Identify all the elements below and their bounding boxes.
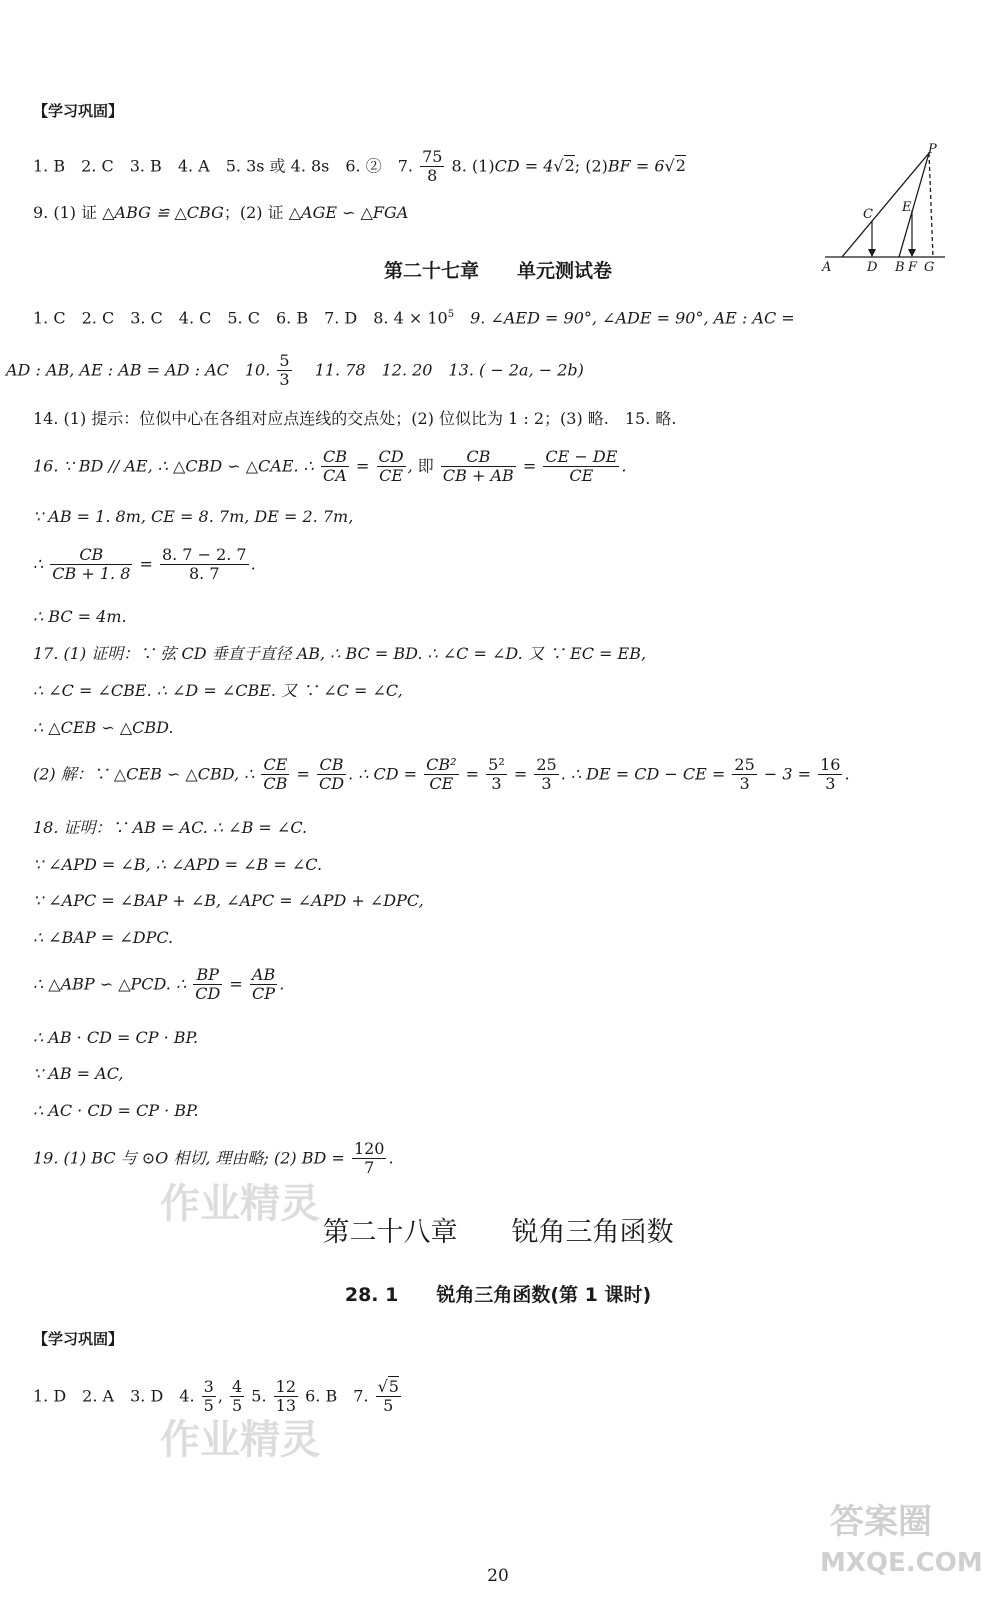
answer-line-1: 1. B 2. C 3. B 4. A 5. 3s 或 4. 8s 6. ② 7. $\frac{75}{8}$ 8. (1)CD = 4√2; (2)BF = 6√2 (33, 147, 686, 186)
chapter-title-27: 第二十七章 单元测试卷 (383, 260, 612, 282)
watermark-1: 作业精灵 (160, 1181, 320, 1227)
ch27-line-4: 16. ∵ BD // AE, ∴ △CBD ∽ △CAE. ∴ $\frac{CB}{CA}$ = $\frac{CD}{CE}$ , 即 $\frac{CB}{CB + AB}$ = $\frac{CE - DE}{CE}$ . (33, 447, 627, 486)
label-f: F (908, 260, 918, 273)
ch27-line-6: ∴ $\frac{CB}{CB + 1. 8}$ = $\frac{8. 7 - 2. 7}{8. 7}$ . (33, 545, 256, 584)
ch27-line-1: 1. C 2. C 3. C 4. C 5. C 6. B 7. D 8. $4 \times 10^5$ 9. ∠AED = 90°, ∠ADE = 90°, AE : AC = (33, 308, 795, 328)
answer-line-2: 9. (1) 证 △ABG ≌ △CBG；(2) 证 △AGE ∽ △FGA (33, 203, 409, 222)
ch27-line-9: ∴ ∠C = ∠CBE. ∴ ∠D = ∠CBE. 又 ∵ ∠C = ∠C, (33, 681, 403, 700)
section-heading: 【学习巩固】 (33, 102, 124, 120)
label-a: A (822, 260, 832, 273)
ch27-line-15: ∴ ∠BAP = ∠DPC. (33, 928, 174, 947)
section-title-28-1: 28. 1 锐角三角函数(第 1 课时) (344, 1284, 652, 1306)
ch27-line-7: ∴ BC = 4m. (33, 607, 127, 626)
ch27-line-5: ∵ AB = 1. 8m, CE = 8. 7m, DE = 2. 7m, (33, 507, 354, 526)
ch27-line-8: 17. (1) 证明：∵ 弦 CD 垂直于直径 AB, ∴ BC = BD. ∴ ∠C = ∠D. 又 ∵ EC = EB, (33, 644, 647, 663)
dashed-pg (929, 153, 933, 257)
ch27-line-2: AD : AB, AE : AB = AD : AC 10. $\frac{5}{3}$ 11. 78 12. 20 13. ( − 2a, − 2b) (6, 351, 584, 390)
label-c: C (863, 207, 873, 222)
ray-ap (842, 153, 929, 257)
watermark-3: 答案圈 (830, 1502, 932, 1542)
watermark-2: 作业精灵 (160, 1417, 320, 1463)
ch27-line-12: 18. 证明：∵ AB = AC. ∴ ∠B = ∠C. (33, 818, 308, 837)
ch27-line-18: ∵ AB = AC, (33, 1064, 124, 1083)
section-heading-2: 【学习巩固】 (33, 1330, 124, 1348)
answer-line-3: 1. D 2. A 3. D 4. $\frac{3}{5}$ , $\frac{4}{5}$ 5. $\frac{12}{13}$ 6. B 7. $\frac{√5}{5}$ (33, 1377, 399, 1416)
ch27-line-11: (2) 解：∵ △CEB ∽ △CBD, ∴ $\frac{CE}{CB}$ = $\frac{CB}{CD}$ . ∴ CD = $\frac{\text{CB²}}{CE}$ = $\frac{\text{5²}}{3}$ = $\frac{25}{3}$ . ∴ DE = CD − CE = $\frac{25}{3}$ − 3 = $\frac{16}{3}$ . (33, 755, 850, 794)
label-d: D (867, 260, 878, 273)
ch27-line-19: ∴ AC · CD = CP · BP. (33, 1101, 199, 1120)
ch27-line-17: ∴ AB · CD = CP · BP. (33, 1028, 199, 1047)
label-p: P (928, 143, 937, 157)
chapter-title-28: 第二十八章 锐角三角函数 (322, 1217, 674, 1248)
sqrt-sign: √ (553, 156, 564, 176)
geometry-figure (820, 143, 950, 273)
label-e: E (902, 200, 912, 215)
ch27-line-20: 19. (1) BC 与 ⊙O 相切, 理由略; (2) BD = $\frac{120}{7}$ . (33, 1139, 394, 1178)
ch27-line-3: 14. (1) 提示：位似中心在各组对应点连线的交点处；(2) 位似比为 1 : 2；(3) 略. 15. 略. (33, 409, 677, 428)
label-g: G (924, 260, 935, 273)
ch27-line-13: ∵ ∠APD = ∠B, ∴ ∠APD = ∠B = ∠C. (33, 855, 323, 874)
ch27-line-14: ∵ ∠APC = ∠BAP + ∠B, ∠APC = ∠APD + ∠DPC, (33, 891, 424, 910)
page-number: 20 (487, 1566, 509, 1586)
fraction-75-8: $\frac{75}{8}$ (422, 147, 443, 186)
ch27-line-10: ∴ △CEB ∽ △CBD. (33, 718, 174, 737)
watermark-4: MXQE.COM (820, 1548, 983, 1578)
ch27-line-16: ∴ △ABP ∽ △PCD. ∴ $\frac{BP}{CD}$ = $\frac{AB}{CP}$ . (33, 965, 285, 1004)
label-b: B (895, 260, 905, 273)
